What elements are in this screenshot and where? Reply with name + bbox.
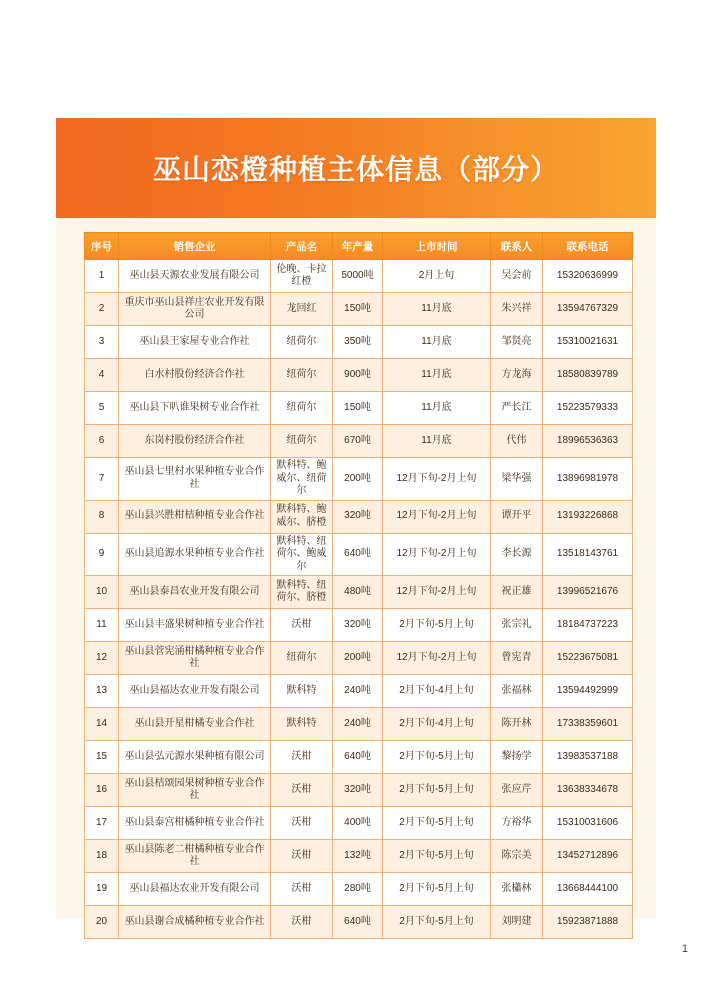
table-row: [85, 425, 633, 458]
cell-yield: 640吨: [333, 906, 383, 939]
column-header-index: 序号: [85, 233, 119, 260]
cell-index: 4: [85, 359, 119, 392]
cell-index: 12: [85, 642, 119, 675]
cell-market-time: 2月下旬-5月上旬: [383, 807, 491, 840]
cell-phone: 13983537188: [543, 741, 633, 774]
cell-phone: 15223579333: [543, 392, 633, 425]
cell-contact: 方龙海: [491, 359, 543, 392]
cell-yield: 640吨: [333, 533, 383, 576]
cell-market-time: 12月下旬-2月上旬: [383, 533, 491, 576]
cell-product: 默科特、纽荷尔、脐橙: [271, 576, 333, 609]
table-row: [85, 741, 633, 774]
cell-company: 巫山县谢合成橘种植专业合作社: [119, 906, 271, 939]
cell-company: 巫山县弘元源水果种植有限公司: [119, 741, 271, 774]
cell-contact: 祝正雄: [491, 576, 543, 609]
cell-product: 沃柑: [271, 840, 333, 873]
cell-index: 7: [85, 458, 119, 501]
cell-yield: 320吨: [333, 609, 383, 642]
cell-contact: 吴会前: [491, 260, 543, 293]
cell-market-time: 12月下旬-2月上旬: [383, 642, 491, 675]
planting-entities-table: [84, 232, 633, 939]
cell-company: 巫山县福达农业开发有限公司: [119, 873, 271, 906]
cell-market-time: 2月下旬-5月上旬: [383, 840, 491, 873]
cell-product: 沃柑: [271, 906, 333, 939]
cell-yield: 150吨: [333, 293, 383, 326]
cell-company: 东岗村股份经济合作社: [119, 425, 271, 458]
table-row: [85, 293, 633, 326]
cell-market-time: 2月下旬-5月上旬: [383, 873, 491, 906]
column-header-product: 产品名: [271, 233, 333, 260]
cell-index: 10: [85, 576, 119, 609]
cell-index: 5: [85, 392, 119, 425]
column-header-yield: 年产量: [333, 233, 383, 260]
cell-phone: 15320636999: [543, 260, 633, 293]
cell-yield: 400吨: [333, 807, 383, 840]
cell-product: 默科特: [271, 675, 333, 708]
cell-contact: 梁华强: [491, 458, 543, 501]
cell-phone: 15923871888: [543, 906, 633, 939]
table-row: [85, 642, 633, 675]
table-row: [85, 807, 633, 840]
table-row: [85, 609, 633, 642]
cell-yield: 240吨: [333, 708, 383, 741]
cell-product: 默科特、纽荷尔、鲍威尔: [271, 533, 333, 576]
table-header: [85, 233, 633, 260]
table-row: [85, 359, 633, 392]
cell-index: 19: [85, 873, 119, 906]
cell-company: 重庆市巫山县祥庄农业开发有限公司: [119, 293, 271, 326]
cell-index: 11: [85, 609, 119, 642]
column-header-market-time: 上市时间: [383, 233, 491, 260]
title-banner: [56, 118, 656, 218]
table-row: [85, 500, 633, 533]
cell-market-time: 12月下旬-2月上旬: [383, 458, 491, 501]
cell-contact: 邹贤亮: [491, 326, 543, 359]
cell-market-time: 2月下旬-5月上旬: [383, 906, 491, 939]
cell-yield: 200吨: [333, 642, 383, 675]
table-row: [85, 260, 633, 293]
cell-yield: 900吨: [333, 359, 383, 392]
cell-market-time: 2月下旬-4月上旬: [383, 708, 491, 741]
cell-phone: 15310021631: [543, 326, 633, 359]
cell-contact: 代伟: [491, 425, 543, 458]
cell-contact: 张福林: [491, 675, 543, 708]
cell-company: 巫山县菅宪涌柑橘种植专业合作社: [119, 642, 271, 675]
cell-yield: 132吨: [333, 840, 383, 873]
cell-yield: 670吨: [333, 425, 383, 458]
cell-company: 巫山县七里村水果种植专业合作社: [119, 458, 271, 501]
cell-yield: 480吨: [333, 576, 383, 609]
cell-contact: 黎扬学: [491, 741, 543, 774]
cell-index: 14: [85, 708, 119, 741]
cell-product: 龙回红: [271, 293, 333, 326]
table-row: [85, 326, 633, 359]
cell-market-time: 11月底: [383, 359, 491, 392]
cell-company: 巫山县追源水果种植专业合作社: [119, 533, 271, 576]
cell-product: 默科特、鲍威尔、纽荷尔: [271, 458, 333, 501]
cell-product: 沃柑: [271, 741, 333, 774]
cell-phone: 13594767329: [543, 293, 633, 326]
cell-phone: 13594492999: [543, 675, 633, 708]
cell-phone: 13896981978: [543, 458, 633, 501]
cell-contact: 曾宪青: [491, 642, 543, 675]
cell-product: 纽荷尔: [271, 642, 333, 675]
cell-company: 巫山县陈老二柑橘种植专业合作社: [119, 840, 271, 873]
cell-phone: 13638334678: [543, 774, 633, 807]
cell-phone: 15310031606: [543, 807, 633, 840]
cell-index: 13: [85, 675, 119, 708]
cell-index: 8: [85, 500, 119, 533]
cell-index: 16: [85, 774, 119, 807]
cell-index: 9: [85, 533, 119, 576]
cell-company: 巫山县桔颂园果树种植专业合作社: [119, 774, 271, 807]
cell-yield: 320吨: [333, 500, 383, 533]
cell-product: 默科特、鲍威尔、脐橙: [271, 500, 333, 533]
cell-market-time: 12月下旬-2月上旬: [383, 576, 491, 609]
cell-company: 白水村股份经济合作社: [119, 359, 271, 392]
cell-company: 巫山县泰宫柑橘种植专业合作社: [119, 807, 271, 840]
cell-phone: 13668444100: [543, 873, 633, 906]
cell-index: 2: [85, 293, 119, 326]
column-header-phone: 联系电话: [543, 233, 633, 260]
cell-contact: 刘明建: [491, 906, 543, 939]
cell-market-time: 11月底: [383, 293, 491, 326]
cell-phone: 13996521676: [543, 576, 633, 609]
cell-product: 沃柑: [271, 774, 333, 807]
cell-index: 20: [85, 906, 119, 939]
cell-phone: 13518143761: [543, 533, 633, 576]
cell-product: 纽荷尔: [271, 425, 333, 458]
table-row: [85, 873, 633, 906]
column-header-company: 销售企业: [119, 233, 271, 260]
cell-index: 18: [85, 840, 119, 873]
cell-contact: 张应芹: [491, 774, 543, 807]
cell-phone: 18580839789: [543, 359, 633, 392]
cell-phone: 13193226868: [543, 500, 633, 533]
cell-contact: 陈宗美: [491, 840, 543, 873]
cell-phone: 17338359601: [543, 708, 633, 741]
cell-index: 17: [85, 807, 119, 840]
cell-product: 伦晚、卡拉红橙: [271, 260, 333, 293]
table-row: [85, 840, 633, 873]
cell-market-time: 12月下旬-2月上旬: [383, 500, 491, 533]
column-header-contact: 联系人: [491, 233, 543, 260]
cell-market-time: 2月下旬-4月上旬: [383, 675, 491, 708]
cell-company: 巫山县丰盛果树种植专业合作社: [119, 609, 271, 642]
cell-product: 纽荷尔: [271, 359, 333, 392]
cell-contact: 张宗礼: [491, 609, 543, 642]
table-row: [85, 533, 633, 576]
cell-market-time: 11月底: [383, 326, 491, 359]
table-row: [85, 576, 633, 609]
cell-yield: 240吨: [333, 675, 383, 708]
cell-product: 沃柑: [271, 807, 333, 840]
table-header-row: [85, 233, 633, 260]
cell-company: 巫山县泰昌农业开发有限公司: [119, 576, 271, 609]
cell-contact: 严长江: [491, 392, 543, 425]
cell-yield: 280吨: [333, 873, 383, 906]
cell-contact: 李长源: [491, 533, 543, 576]
cell-company: 巫山县天源农业发展有限公司: [119, 260, 271, 293]
cell-market-time: 2月上旬: [383, 260, 491, 293]
cell-yield: 320吨: [333, 774, 383, 807]
table-row: [85, 708, 633, 741]
cell-yield: 5000吨: [333, 260, 383, 293]
cell-market-time: 11月底: [383, 425, 491, 458]
cell-market-time: 2月下旬-5月上旬: [383, 741, 491, 774]
table-row: [85, 675, 633, 708]
cell-phone: 18184737223: [543, 609, 633, 642]
table-container: [84, 232, 632, 939]
cell-product: 纽荷尔: [271, 392, 333, 425]
table-row: [85, 906, 633, 939]
cell-yield: 150吨: [333, 392, 383, 425]
cell-index: 3: [85, 326, 119, 359]
cell-company: 巫山县福达农业开发有限公司: [119, 675, 271, 708]
page-title: 巫山恋橙种植主体信息（部分）: [152, 154, 559, 185]
cell-phone: 18996536363: [543, 425, 633, 458]
cell-market-time: 2月下旬-5月上旬: [383, 609, 491, 642]
cell-company: 巫山县王家屋专业合作社: [119, 326, 271, 359]
table-row: [85, 392, 633, 425]
cell-contact: 谭开平: [491, 500, 543, 533]
cell-product: 沃柑: [271, 609, 333, 642]
cell-phone: 13452712896: [543, 840, 633, 873]
cell-contact: 朱兴祥: [491, 293, 543, 326]
table-row: [85, 774, 633, 807]
cell-company: 巫山县兴胜柑桔种植专业合作社: [119, 500, 271, 533]
cell-contact: 方裕华: [491, 807, 543, 840]
cell-market-time: 2月下旬-5月上旬: [383, 774, 491, 807]
cell-phone: 15223675081: [543, 642, 633, 675]
cell-yield: 350吨: [333, 326, 383, 359]
cell-contact: 张櫹林: [491, 873, 543, 906]
cell-index: 6: [85, 425, 119, 458]
cell-index: 1: [85, 260, 119, 293]
cell-company: 巫山县下叭谁果树专业合作社: [119, 392, 271, 425]
page-number: 1: [681, 943, 688, 955]
cell-yield: 200吨: [333, 458, 383, 501]
cell-product: 沃柑: [271, 873, 333, 906]
cell-product: 默科特: [271, 708, 333, 741]
cell-contact: 陈开林: [491, 708, 543, 741]
cell-product: 纽荷尔: [271, 326, 333, 359]
cell-index: 15: [85, 741, 119, 774]
cell-yield: 640吨: [333, 741, 383, 774]
table-row: [85, 458, 633, 501]
table-body: [85, 260, 633, 939]
cell-market-time: 11月底: [383, 392, 491, 425]
cell-company: 巫山县开星柑橘专业合作社: [119, 708, 271, 741]
